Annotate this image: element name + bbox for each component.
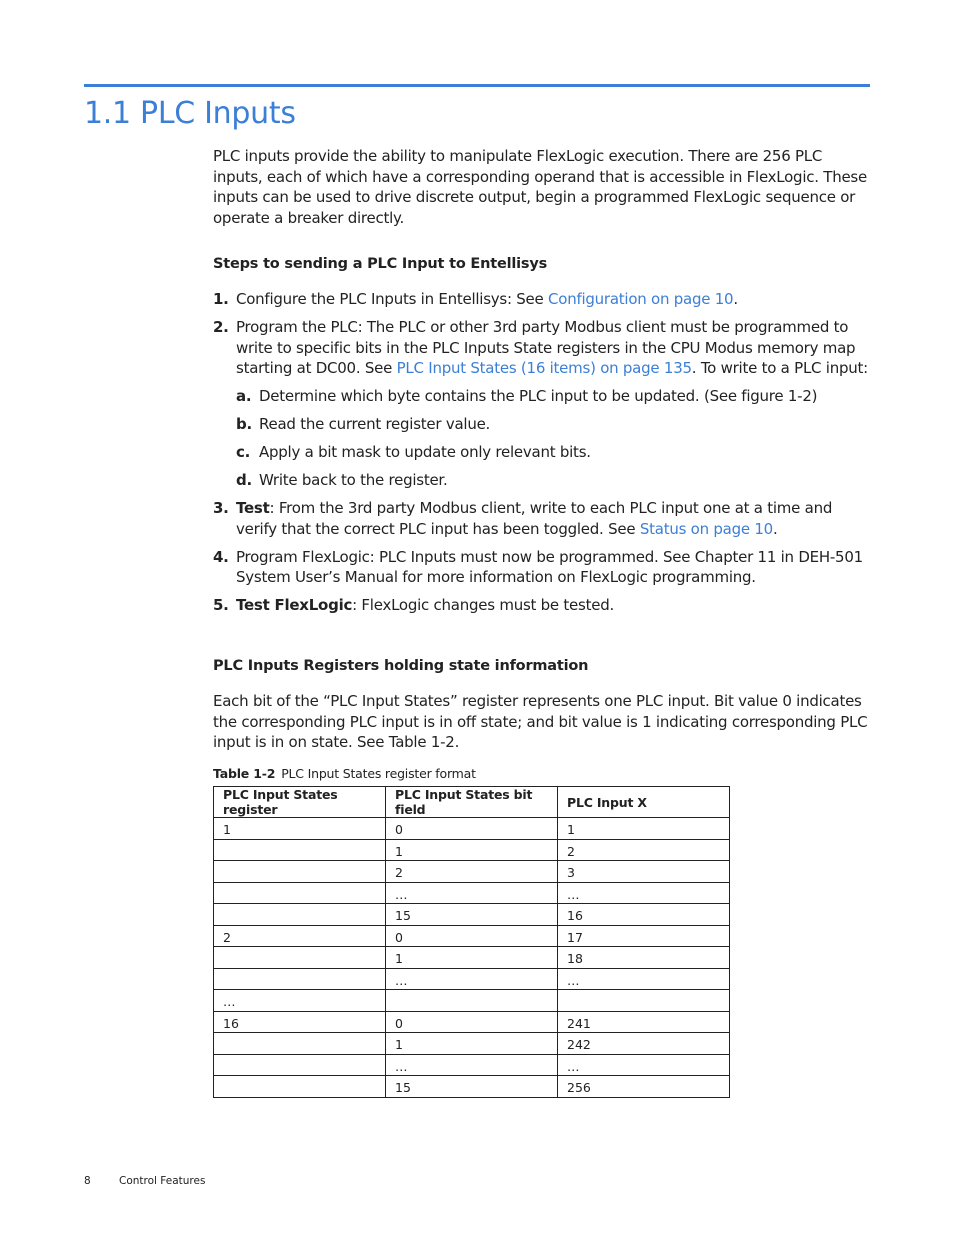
table-cell xyxy=(214,882,386,904)
table-cell: 16 xyxy=(558,904,730,926)
table-cell: 0 xyxy=(386,925,558,947)
step-1: 1. Configure the PLC Inputs in Entellisys: See Configuration on page 10. xyxy=(213,290,738,308)
step-3: 3. Test: From the 3rd party Modbus client, write to each PLC input one at a time and verify that the correct PLC input has been toggled. See Status on page 10. xyxy=(213,499,833,538)
table-row xyxy=(214,818,730,840)
header-bit-field: PLC Input States bit field xyxy=(386,787,558,818)
table-body xyxy=(214,818,730,1098)
chapter-name: Control Features xyxy=(119,1175,206,1187)
page-number: 8 xyxy=(84,1175,91,1187)
steps-heading: Steps to sending a PLC Input to Entellisys xyxy=(213,256,548,272)
section-rule xyxy=(84,84,870,87)
table-cell xyxy=(214,839,386,861)
table-cell: 2 xyxy=(214,925,386,947)
step-5: 5. Test FlexLogic: FlexLogic changes must be tested. xyxy=(213,596,615,614)
table-row xyxy=(214,1033,730,1055)
table-row xyxy=(214,990,730,1012)
table-row xyxy=(214,904,730,926)
steps-list xyxy=(213,289,873,623)
table-cell: 256 xyxy=(558,1076,730,1098)
header-plc-input-x: PLC Input X xyxy=(558,787,730,818)
table-cell: 15 xyxy=(386,904,558,926)
table-cell xyxy=(214,1054,386,1076)
status-link[interactable]: Status on page 10 xyxy=(639,519,773,538)
intro-paragraph: PLC inputs provide the ability to manipulate FlexLogic execution. There are 256 PLC inputs, each of which have a corresponding operand that is accessible in FlexLogic. These inputs can be used to drive discrete output, begin a programmed FlexLogic sequence or operate a breaker directly. xyxy=(213,147,867,227)
table-row xyxy=(214,1054,730,1076)
table-cell xyxy=(214,968,386,990)
table-row xyxy=(214,861,730,883)
plc-input-states-link[interactable]: PLC Input States (16 items) on page 135 xyxy=(396,359,692,377)
table-cell: … xyxy=(386,968,558,990)
table-cell: 1 xyxy=(386,839,558,861)
table-cell: … xyxy=(558,968,730,990)
table-cell xyxy=(214,1076,386,1098)
table-cell: 2 xyxy=(386,861,558,883)
table-cell xyxy=(386,990,558,1012)
table-row xyxy=(214,968,730,990)
table-caption-label: Table 1-2 xyxy=(213,766,276,781)
table-row xyxy=(214,839,730,861)
table-row xyxy=(214,882,730,904)
registers-heading: PLC Inputs Registers holding state information xyxy=(213,658,589,674)
table-cell: 1 xyxy=(558,818,730,840)
substep-c: c. Apply a bit mask to update only relevant bits. xyxy=(236,443,591,461)
table-cell: 241 xyxy=(558,1011,730,1033)
table-row xyxy=(214,947,730,969)
substep-a: a. Determine which byte contains the PLC input to be updated. (See figure 1-2) xyxy=(236,387,818,405)
table-row xyxy=(214,1011,730,1033)
table-cell: … xyxy=(386,1054,558,1076)
table-cell: … xyxy=(558,882,730,904)
table-cell: … xyxy=(558,1054,730,1076)
table-cell xyxy=(214,1033,386,1055)
step-4: 4. Program FlexLogic: PLC Inputs must now be programmed. See Chapter 11 in DEH-501 System User’s Manual for more information on FlexLogic programming. xyxy=(213,547,863,586)
table-cell xyxy=(214,861,386,883)
table-cell: 1 xyxy=(386,1033,558,1055)
registers-paragraph: Each bit of the “PLC Input States” register represents one PLC input. Bit value 0 indicates the corresponding PLC input is in off state; and bit value is 1 indicating corresponding PLC input is in on state. See Table 1-2. xyxy=(213,692,868,751)
table-cell xyxy=(558,990,730,1012)
table-cell: 1 xyxy=(386,947,558,969)
table-caption xyxy=(213,766,476,781)
table-caption-text: PLC Input States register format xyxy=(281,766,476,781)
table-cell: … xyxy=(386,882,558,904)
table-cell: 3 xyxy=(558,861,730,883)
table-row xyxy=(214,1076,730,1098)
table-cell xyxy=(214,947,386,969)
header-register: PLC Input States register xyxy=(214,787,386,818)
table-cell: 15 xyxy=(386,1076,558,1098)
step-2: 2. Program the PLC: The PLC or other 3rd party Modbus client must be programmed to write to specific bits in the PLC Inputs State registers in the CPU Modus memory map starting at DC00. See PLC Input States (16 items) on page 135. To write to a PLC input: a. Determine which byte contains the PLC input to be updated. (See figure 1-2) b. Read the current register value. c. Apply a bit mask to update only relevant bits. d. Write back to the register. xyxy=(213,317,873,491)
table-cell: 17 xyxy=(558,925,730,947)
table-header-row xyxy=(214,787,730,818)
table-cell: 0 xyxy=(386,818,558,840)
table-cell: 2 xyxy=(558,839,730,861)
substep-d: d. Write back to the register. xyxy=(236,471,448,489)
table-cell: 0 xyxy=(386,1011,558,1033)
table-cell: 242 xyxy=(558,1033,730,1055)
plc-input-states-table xyxy=(213,786,730,1098)
configuration-link[interactable]: Configuration on page 10 xyxy=(548,290,734,308)
table-cell: … xyxy=(214,990,386,1012)
table-cell: 16 xyxy=(214,1011,386,1033)
table-cell: 1 xyxy=(214,818,386,840)
table-row xyxy=(214,925,730,947)
section-title: 1.1 PLC Inputs xyxy=(84,96,296,131)
table-cell xyxy=(214,904,386,926)
table-cell: 18 xyxy=(558,947,730,969)
substep-b: b. Read the current register value. xyxy=(236,415,491,433)
